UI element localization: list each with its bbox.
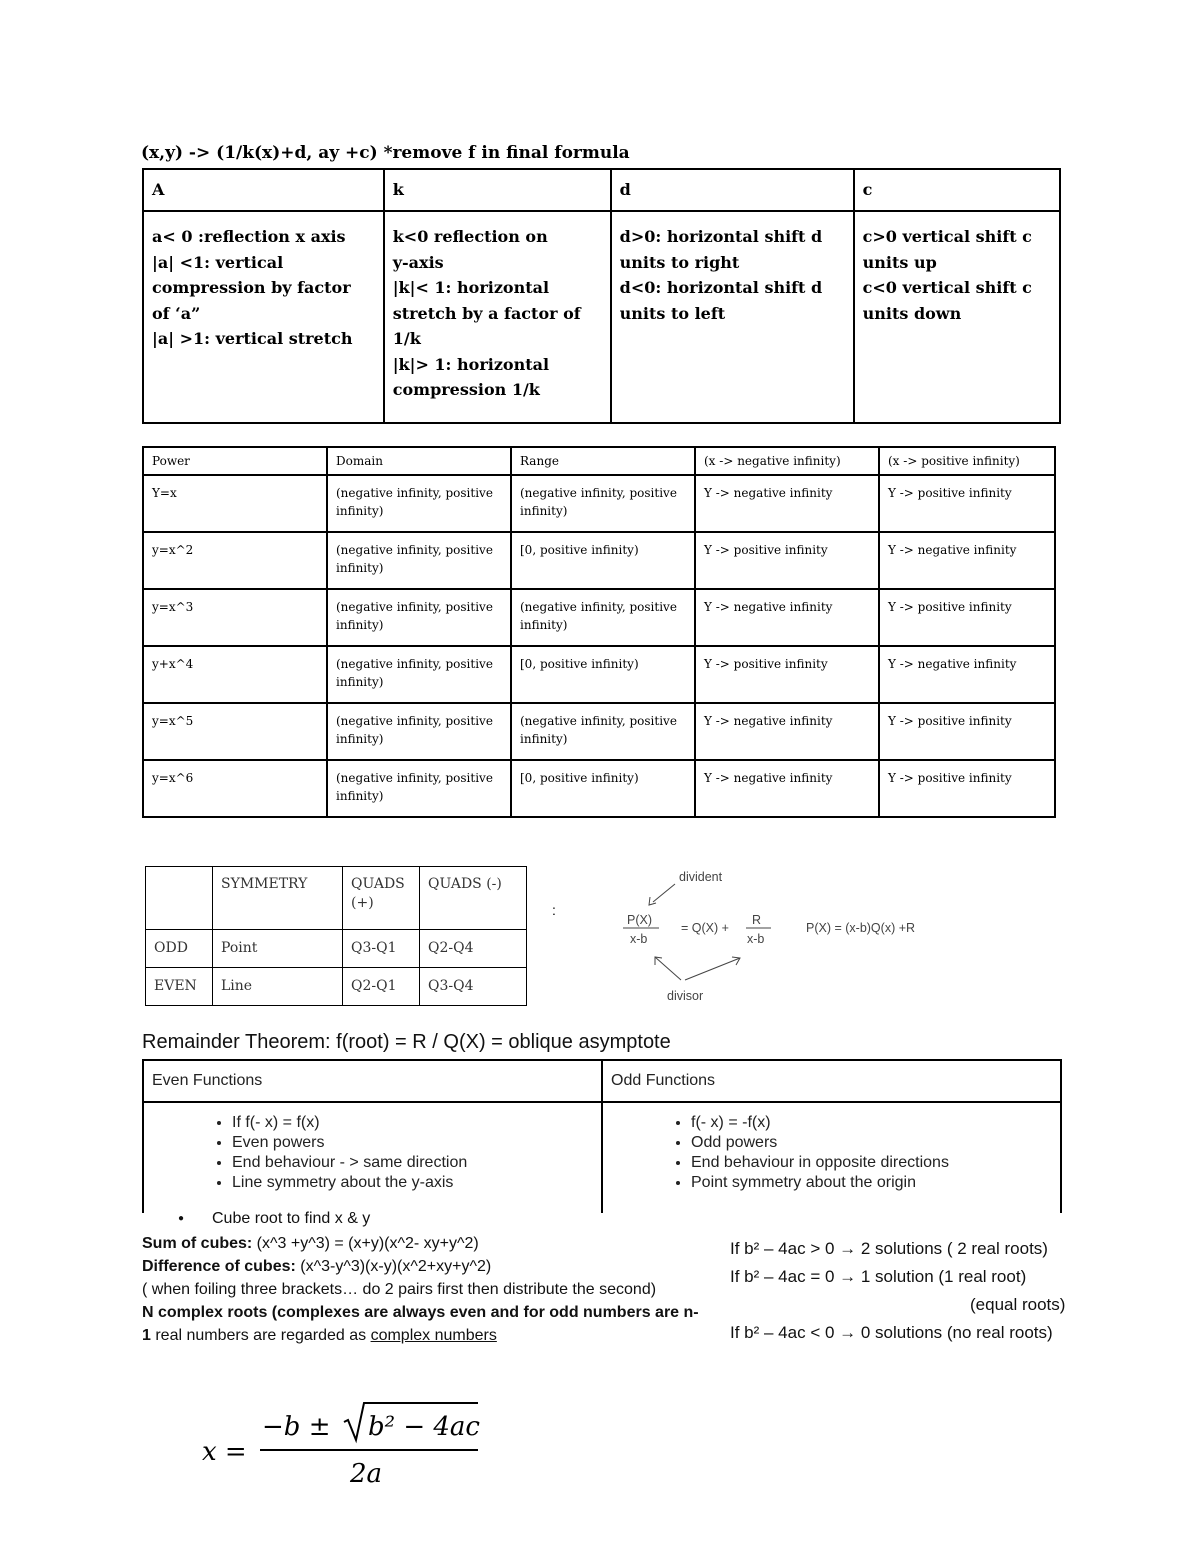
range-cell: (negative infinity, positive infinity) — [511, 589, 695, 646]
formula-lhs: x = — [202, 1437, 247, 1467]
power-cell: y=x^3 — [143, 589, 327, 646]
transformation-table — [142, 168, 1061, 424]
header-odd-functions: Odd Functions — [602, 1060, 1061, 1102]
header-neg-infinity: (x -> negative infinity) — [695, 447, 879, 475]
header-pos-infinity: (x -> positive infinity) — [879, 447, 1055, 475]
quads-pos-cell: Q3-Q1 — [343, 930, 420, 968]
list-item: • Odd powers — [691, 1133, 1052, 1153]
d-rule-line: d<0: horizontal shift d — [619, 278, 823, 297]
complex-roots-bold: N complex roots (complexes are always even and for odd numbers are n-1 — [142, 1304, 699, 1345]
domain-cell: (negative infinity, positive infinity) — [327, 589, 511, 646]
a-rule-line: a< 0 :reflection x axis — [152, 227, 346, 246]
header-symmetry: SYMMETRY — [213, 867, 343, 930]
quotient-term: = Q(X) + — [681, 921, 729, 935]
quads-pos-cell: Q2-Q1 — [343, 968, 420, 1006]
neg-infinity-cell: Y -> negative infinity — [695, 760, 879, 817]
header-c: c — [854, 169, 1060, 211]
pos-infinity-cell: Y -> positive infinity — [879, 589, 1055, 646]
formula-denominator: 2a — [350, 1459, 383, 1489]
domain-cell: (negative infinity, positive infinity) — [327, 646, 511, 703]
range-cell: [0, positive infinity) — [511, 646, 695, 703]
complex-roots-note — [142, 1301, 702, 1347]
k-rule-line: |k|> 1: horizontal — [392, 354, 550, 374]
difference-of-cubes-line — [142, 1255, 702, 1278]
divisor-label: divisor — [667, 989, 704, 1003]
quadratic-formula — [200, 1400, 500, 1500]
remainder-denominator: x-b — [747, 932, 765, 946]
neg-infinity-cell: Y -> negative infinity — [695, 475, 879, 532]
dividend-arrow — [653, 884, 675, 902]
header-even-functions: Even Functions — [143, 1060, 602, 1102]
cell-a-rules — [143, 211, 384, 423]
discriminant-zero-note: (equal roots) — [970, 1295, 1066, 1314]
header-quads-pos: QUADS (+) — [343, 867, 420, 930]
formula-radicand: b² − 4ac — [368, 1412, 480, 1442]
header-d: d — [611, 169, 854, 211]
divisor-arrow — [685, 958, 740, 980]
transform-heading: (x,y) -> (1/k(x)+d, ay +c) *remove f in final formula — [141, 143, 630, 163]
complex-roots-plain: real numbers are regarded as — [150, 1327, 371, 1345]
domain-cell: (negative infinity, positive infinity) — [327, 475, 511, 532]
table-row — [143, 475, 1055, 532]
difference-of-cubes-label: Difference of cubes: — [142, 1258, 296, 1276]
c-rule-line: units up — [862, 252, 937, 272]
list-item: • Even powers — [232, 1133, 593, 1153]
table-row — [143, 703, 1055, 760]
power-function-table — [142, 446, 1056, 818]
range-cell: [0, positive infinity) — [511, 532, 695, 589]
row-label: EVEN — [146, 968, 213, 1006]
divisor-arrow — [655, 957, 681, 980]
discriminant-zero: If b² – 4ac = 0 → 1 solution (1 real root) — [730, 1267, 1027, 1286]
symmetry-table — [145, 866, 527, 1006]
k-rule-line: y-axis — [392, 252, 444, 272]
even-odd-table — [142, 1059, 1062, 1213]
sum-of-cubes-label: Sum of cubes: — [142, 1235, 253, 1253]
algebra-notes — [142, 1207, 702, 1347]
table-row — [143, 760, 1055, 817]
discriminant-positive: If b² – 4ac > 0 → 2 solutions ( 2 real roots) — [730, 1239, 1048, 1258]
power-cell: y=x^5 — [143, 703, 327, 760]
c-rule-line: units down — [862, 303, 962, 323]
even-functions-list — [152, 1113, 593, 1193]
d-rule-line: d>0: horizontal shift d — [619, 227, 823, 246]
list-item: • If f(- x) = f(x) — [232, 1113, 593, 1133]
division-identity: P(X) = (x-b)Q(x) +R — [806, 921, 916, 935]
colon-mark: : — [552, 902, 556, 918]
dividend-label: divident — [679, 870, 723, 884]
pos-infinity-cell: Y -> positive infinity — [879, 475, 1055, 532]
table-row — [146, 930, 527, 968]
a-rule-line: |a| >1: vertical stretch — [152, 329, 353, 348]
cell-k-rules — [384, 211, 611, 423]
quads-neg-cell: Q3-Q4 — [420, 968, 527, 1006]
a-rule-line: of ‘a” — [152, 303, 201, 323]
header-k: k — [384, 169, 611, 211]
polynomial-division-diagram — [615, 862, 945, 1012]
remainder-theorem-heading: Remainder Theorem: f(root) = R / Q(X) = oblique asymptote — [142, 1031, 671, 1053]
domain-cell: (negative infinity, positive infinity) — [327, 532, 511, 589]
row-label: ODD — [146, 930, 213, 968]
quads-neg-cell: Q2-Q4 — [420, 930, 527, 968]
list-item: • f(- x) = -f(x) — [691, 1113, 1052, 1133]
symmetry-cell: Point — [213, 930, 343, 968]
discriminant-negative: If b² – 4ac < 0 → 0 solutions (no real roots) — [730, 1323, 1053, 1342]
header-blank — [146, 867, 213, 930]
table-row — [143, 646, 1055, 703]
header-domain: Domain — [327, 447, 511, 475]
range-cell: (negative infinity, positive infinity) — [511, 703, 695, 760]
k-rule-line: stretch by a factor of — [392, 303, 581, 323]
range-cell: (negative infinity, positive infinity) — [511, 475, 695, 532]
odd-functions-list — [611, 1113, 1052, 1193]
symmetry-cell: Line — [213, 968, 343, 1006]
header-a: A — [143, 169, 384, 211]
pos-infinity-cell: Y -> positive infinity — [879, 760, 1055, 817]
range-cell: [0, positive infinity) — [511, 760, 695, 817]
header-range: Range — [511, 447, 695, 475]
power-cell: Y=x — [143, 475, 327, 532]
neg-infinity-cell: Y -> positive infinity — [695, 532, 879, 589]
table-row — [143, 532, 1055, 589]
divisor-denominator: x-b — [630, 932, 648, 946]
pos-infinity-cell: Y -> positive infinity — [879, 703, 1055, 760]
power-cell: y+x^4 — [143, 646, 327, 703]
sum-of-cubes-line — [142, 1232, 702, 1255]
k-rule-line: k<0 reflection on — [392, 227, 548, 246]
list-item: • Point symmetry about the origin — [691, 1173, 1052, 1193]
complex-numbers-underlined: complex numbers — [370, 1327, 497, 1345]
px-numerator: P(X) — [627, 913, 652, 927]
a-rule-line: compression by factor — [152, 278, 351, 297]
k-rule-line: |k|< 1: horizontal — [392, 278, 550, 297]
table-row — [146, 968, 527, 1006]
even-functions-cell — [143, 1102, 602, 1213]
difference-of-cubes-formula: (x^3-y^3)(x-y)(x^2+xy+y^2) — [295, 1258, 492, 1276]
k-rule-line: 1/k — [392, 329, 421, 348]
list-item: • End behaviour in opposite directions — [691, 1153, 1052, 1173]
c-rule-line: c<0 vertical shift c — [862, 278, 1032, 297]
d-rule-line: units to right — [619, 252, 740, 272]
list-item: • Line symmetry about the y-axis — [232, 1173, 593, 1193]
c-rule-line: c>0 vertical shift c — [862, 227, 1032, 246]
sum-of-cubes-formula: (x^3 +y^3) = (x+y)(x^2- xy+y^2) — [252, 1235, 479, 1253]
k-rule-line: compression 1/k — [392, 380, 540, 399]
cell-d-rules — [611, 211, 854, 423]
power-cell: y=x^6 — [143, 760, 327, 817]
odd-functions-cell — [602, 1102, 1061, 1213]
domain-cell: (negative infinity, positive infinity) — [327, 703, 511, 760]
domain-cell: (negative infinity, positive infinity) — [327, 760, 511, 817]
neg-infinity-cell: Y -> positive infinity — [695, 646, 879, 703]
pos-infinity-cell: Y -> negative infinity — [879, 646, 1055, 703]
neg-infinity-cell: Y -> negative infinity — [695, 589, 879, 646]
neg-infinity-cell: Y -> negative infinity — [695, 703, 879, 760]
foiling-note: ( when foiling three brackets… do 2 pairs first then distribute the second) — [142, 1281, 657, 1299]
discriminant-rules — [730, 1235, 1065, 1347]
formula-numerator: −b ± — [262, 1412, 331, 1442]
cell-c-rules — [854, 211, 1060, 423]
d-rule-line: units to left — [619, 303, 726, 323]
cube-root-item: ● Cube root to find x & y — [142, 1207, 702, 1230]
pos-infinity-cell: Y -> negative infinity — [879, 532, 1055, 589]
header-power: Power — [143, 447, 327, 475]
list-item: • End behaviour - > same direction — [232, 1153, 593, 1173]
header-quads-neg: QUADS (-) — [420, 867, 527, 930]
remainder-numerator: R — [752, 913, 762, 927]
a-rule-line: |a| <1: vertical — [152, 252, 284, 272]
power-cell: y=x^2 — [143, 532, 327, 589]
table-row — [143, 589, 1055, 646]
